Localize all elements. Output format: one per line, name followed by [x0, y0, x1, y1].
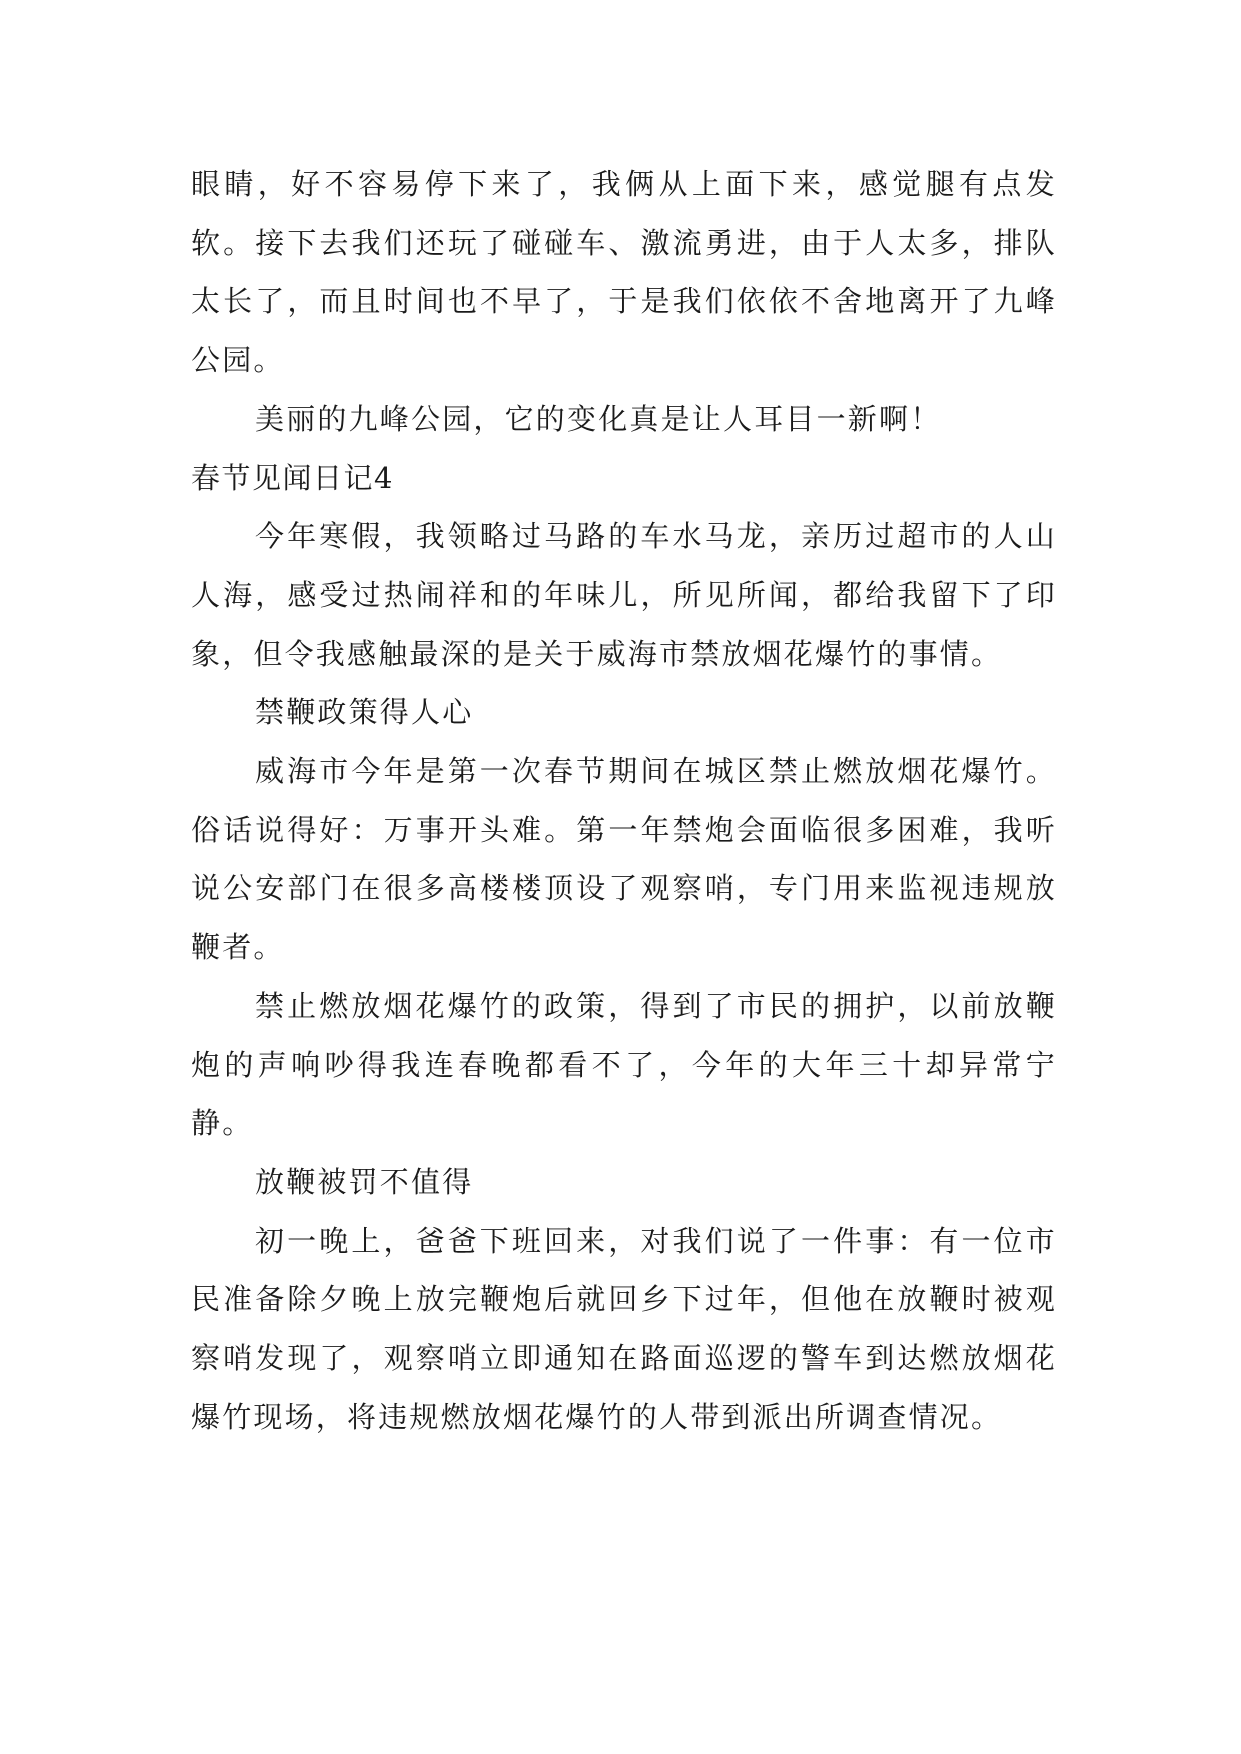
paragraph-intro: 今年寒假，我领略过马路的车水马龙，亲历过超市的人山人海，感受过热闹祥和的年味儿，所见所闻，都给我留下了印象，但令我感触最深的是关于威海市禁放烟花爆竹的事情。: [191, 519, 1057, 671]
paragraph-story: 初一晚上，爸爸下班回来，对我们说了一件事：有一位市民准备除夕晚上放完鞭炮后就回乡下过年，但他在放鞭时被观察哨发现了，观察哨立即通知在路面巡逻的警车到达燃放烟花爆竹现场，将违规燃放烟花爆竹的人带到派出所调查情况。: [191, 1223, 1057, 1434]
paragraph-support: 禁止燃放烟花爆竹的政策，得到了市民的拥护，以前放鞭炮的声响吵得我连春晚都看不了，今年的大年三十却异常宁静。: [191, 988, 1057, 1141]
document-page: [191, 155, 1057, 1446]
section-heading-policy: 禁鞭政策得人心: [255, 695, 474, 730]
section-heading-penalty: 放鞭被罚不值得: [255, 1164, 474, 1199]
paragraph-policy: 威海市今年是第一次春节期间在城区禁止燃放烟花爆竹。俗话说得好：万事开头难。第一年禁炮会面临很多困难，我听说公安部门在很多高楼楼顶设了观察哨，专门用来监视违规放鞭者。: [191, 754, 1057, 965]
paragraph-park-summary: 美丽的九峰公园，它的变化真是让人耳目一新啊！: [255, 401, 942, 436]
diary-entry-title: 春节见闻日记4: [191, 460, 394, 495]
paragraph-continuation: 眼睛，好不容易停下来了，我俩从上面下来，感觉腿有点发软。接下去我们还玩了碰碰车、激流勇进，由于人太多，排队太长了，而且时间也不早了，于是我们依依不舍地离开了九峰公园。: [191, 167, 1057, 378]
